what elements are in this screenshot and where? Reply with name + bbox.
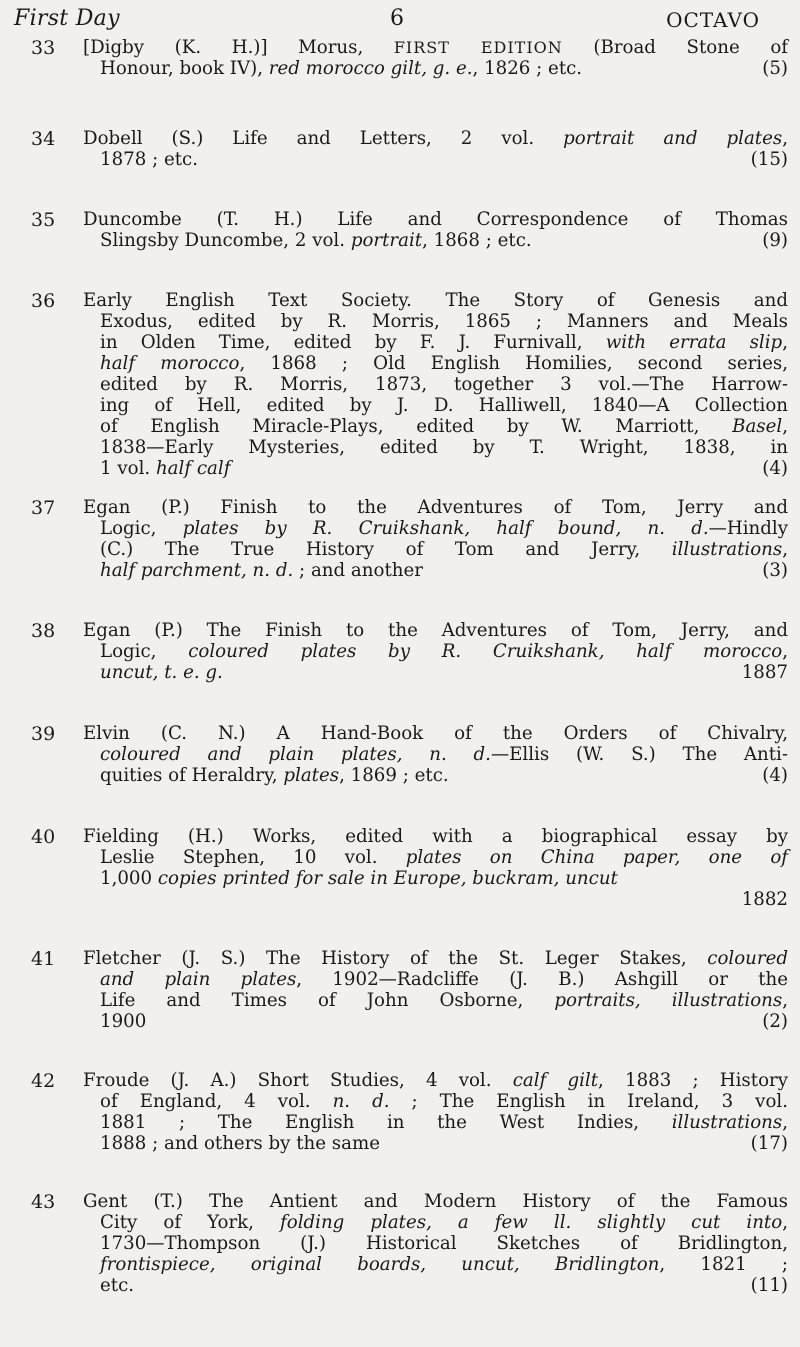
page-header [0, 0, 800, 40]
lot-line [100, 1275, 788, 1296]
lot-line: 1881 ; The English in the West Indies, illustrations, [100, 1112, 788, 1133]
lot-line: edited by R. Morris, 1873, together 3 vol.—The Harrow- [100, 374, 788, 395]
lot-line: half morocco, 1868 ; Old English Homilies, second series, [100, 353, 788, 374]
lot-line-text: 1 vol. half calf [100, 458, 231, 479]
lot-number: 43 [31, 1191, 56, 1213]
lot-line [100, 765, 788, 786]
lot-line-text: 1878 ; etc. [100, 149, 199, 170]
lot-description [83, 826, 788, 910]
lot-quantity: (2) [762, 1011, 788, 1032]
lot-line: frontispiece, original boards, uncut, Bridlington, 1821 ; [100, 1254, 788, 1275]
lot-line-text: Slingsby Duncombe, 2 vol. portrait, 1868 ; etc. [100, 230, 532, 251]
lot-line [100, 868, 788, 889]
lot-line: (C.) The True History of Tom and Jerry, illustrations, [100, 539, 788, 560]
lot-number: 37 [31, 497, 56, 519]
running-head-day: First Day [14, 6, 120, 31]
running-head-format: OCTAVO [666, 8, 760, 32]
lot-line [100, 149, 788, 170]
lot-line-text: half parchment, n. d. ; and another [100, 560, 423, 581]
lot-line: Elvin (C. N.) A Hand-Book of the Orders of Chivalry, [83, 723, 788, 744]
lot-description [83, 209, 788, 251]
lot-number: 42 [31, 1070, 56, 1092]
lot-description [83, 497, 788, 581]
lot-line: in Olden Time, edited by F. J. Furnivall, with errata slip, [100, 332, 788, 353]
lot-line: 1730—Thompson (J.) Historical Sketches of Bridlington, [100, 1233, 788, 1254]
lot-line: Egan (P.) Finish to the Adventures of Tom, Jerry and [83, 497, 788, 518]
lot-quantity: (9) [762, 230, 788, 251]
lot-line-text: 1900 [100, 1011, 147, 1032]
lot-line: Logic, coloured plates by R. Cruikshank, half morocco, [100, 641, 788, 662]
lot-quantity: (5) [762, 58, 788, 79]
lot-quantity: (4) [762, 458, 788, 479]
lot-line: Fletcher (J. S.) The History of the St. Leger Stakes, coloured [83, 948, 788, 969]
lot-number: 35 [31, 209, 56, 231]
lot-line: Dobell (S.) Life and Letters, 2 vol. portrait and plates, [83, 128, 788, 149]
lot-line [100, 230, 788, 251]
lot-quantity: (17) [750, 1133, 788, 1154]
lot-line: Logic, plates by R. Cruikshank, half bound, n. d.—Hindly [100, 518, 788, 539]
lot-line: of English Miracle-Plays, edited by W. Marriott, Basel, [100, 416, 788, 437]
lot-line-text: quities of Heraldry, plates, 1869 ; etc. [100, 765, 449, 786]
lot-quantity: (11) [750, 1275, 788, 1296]
lot-number: 39 [31, 723, 56, 745]
lot-quantity: 1887 [741, 662, 788, 683]
lot-line: and plain plates, 1902—Radcliffe (J. B.) Ashgill or the [100, 969, 788, 990]
lot-description [83, 290, 788, 479]
lot-line: 1838—Early Mysteries, edited by T. Wright, 1838, in [100, 437, 788, 458]
lot-number: 38 [31, 620, 56, 642]
lot-line-text: 1,000 copies printed for sale in Europe, buckram, uncut [100, 868, 618, 889]
lot-description [83, 948, 788, 1032]
lot-line: City of York, folding plates, a few ll. slightly cut into, [100, 1212, 788, 1233]
lot-line-text: Honour, book IV), red morocco gilt, g. e., 1826 ; etc. [100, 58, 583, 79]
lot-line: Froude (J. A.) Short Studies, 4 vol. calf gilt, 1883 ; History [83, 1070, 788, 1091]
lot-line: Exodus, edited by R. Morris, 1865 ; Manners and Meals [100, 311, 788, 332]
lot-quantity: (4) [762, 765, 788, 786]
lot-number: 40 [31, 826, 56, 848]
lot-line: Egan (P.) The Finish to the Adventures of Tom, Jerry, and [83, 620, 788, 641]
lot-line: Gent (T.) The Antient and Modern History of the Famous [83, 1191, 788, 1212]
lot-line: of England, 4 vol. n. d. ; The English in Ireland, 3 vol. [100, 1091, 788, 1112]
lot-number: 41 [31, 948, 56, 970]
lot-line-text: uncut, t. e. g. [100, 662, 223, 683]
lot-description [83, 1191, 788, 1296]
lot-line: Life and Times of John Osborne, portraits, illustrations, [100, 990, 788, 1011]
lot-line [100, 1011, 788, 1032]
lot-line [100, 889, 788, 910]
lot-description [83, 723, 789, 786]
lot-description [83, 620, 788, 683]
lot-line-text: 1888 ; and others by the same [100, 1133, 380, 1154]
lot-line [100, 560, 788, 581]
lot-line: ing of Hell, edited by J. D. Halliwell, 1840—A Collection [100, 395, 788, 416]
lot-description [83, 37, 789, 79]
lot-line: Leslie Stephen, 10 vol. plates on China paper, one of [100, 847, 788, 868]
lot-quantity: 1882 [741, 889, 788, 910]
lot-quantity: (3) [762, 560, 788, 581]
lot-description [83, 128, 788, 170]
lot-line: Fielding (H.) Works, edited with a biographical essay by [83, 826, 788, 847]
lot-line [100, 58, 788, 79]
lot-line: Duncombe (T. H.) Life and Correspondence of Thomas [83, 209, 788, 230]
lot-line [100, 662, 788, 683]
lot-number: 36 [31, 290, 56, 312]
lot-quantity: (15) [750, 149, 788, 170]
lot-number: 34 [31, 128, 56, 150]
lot-line: Early English Text Society. The Story of Genesis and [83, 290, 788, 311]
lot-number: 33 [31, 37, 56, 59]
lot-line [100, 1133, 788, 1154]
lot-line [100, 458, 788, 479]
lot-line: coloured and plain plates, n. d.—Ellis (W. S.) The Anti- [100, 744, 789, 765]
lot-description [83, 1070, 788, 1154]
page-number: 6 [390, 6, 404, 31]
lot-line: [Digby (K. H.)] Morus, FIRST EDITION (Broad Stone of [83, 37, 789, 58]
lot-line-text: etc. [100, 1275, 135, 1296]
